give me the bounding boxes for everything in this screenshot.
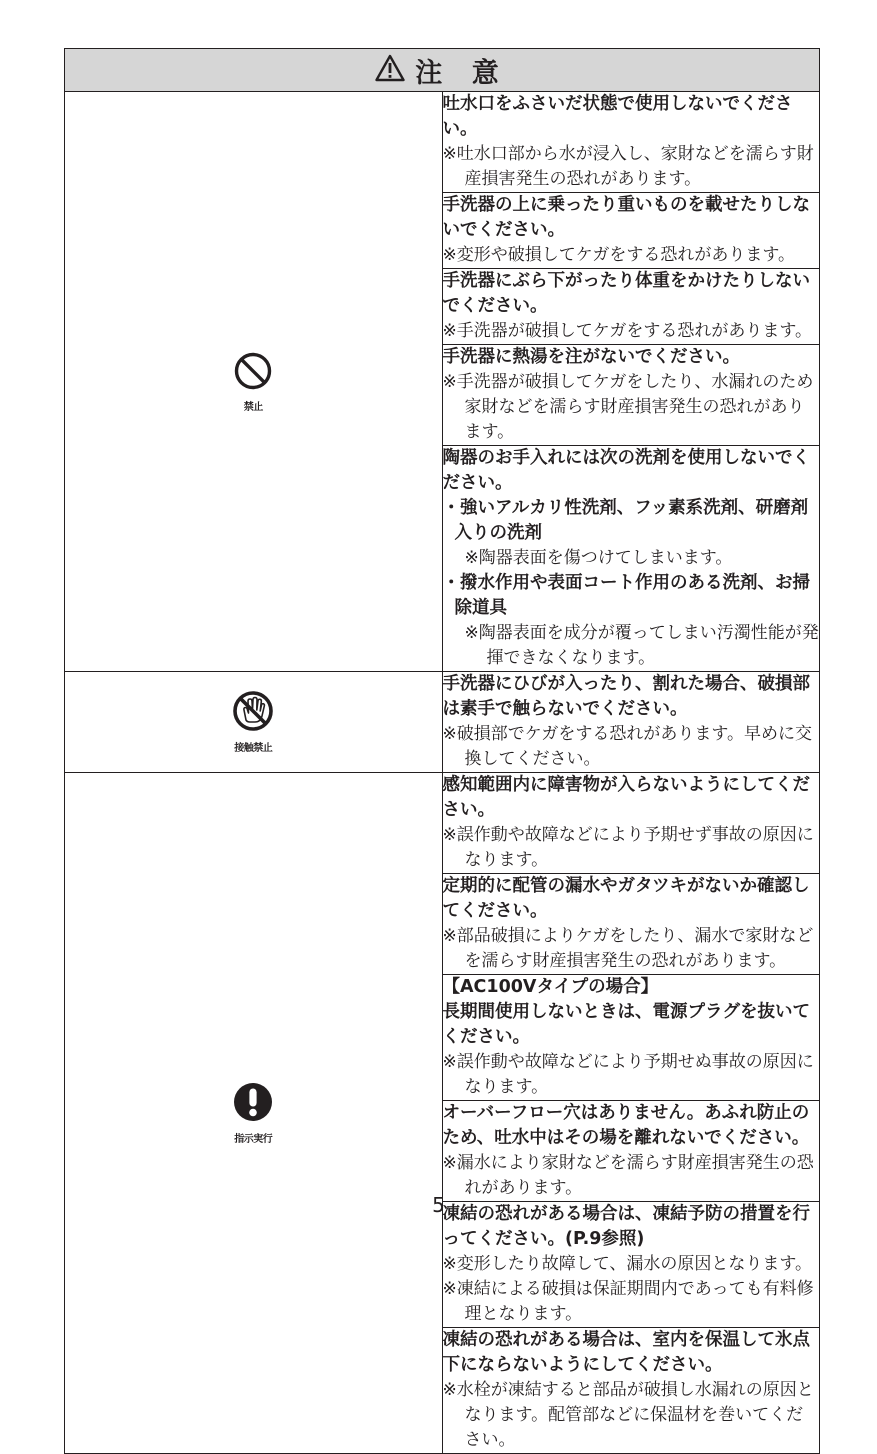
symbol-cell xyxy=(65,92,443,672)
caution-item xyxy=(442,92,820,193)
explanation-note: ※凍結による破損は保証期間内であっても有料修理となります。 xyxy=(442,1279,814,1324)
symbol-cell xyxy=(65,672,443,773)
caution-item xyxy=(442,1101,820,1202)
instruction-text: 手洗器の上に乗ったり重いものを載せたりしないでください。 xyxy=(442,195,810,240)
prohibition-icon xyxy=(233,351,273,395)
instruction-text: 【AC100Vタイプの場合】 xyxy=(442,977,659,997)
caution-item xyxy=(442,874,820,975)
page-number: 5 xyxy=(432,1193,445,1217)
symbol-label: 指示実行 xyxy=(234,1134,273,1145)
caution-row xyxy=(65,92,820,193)
instruction-text: 陶器のお手入れには次の洗剤を使用しないでください。 xyxy=(442,448,810,493)
caution-item xyxy=(442,773,820,874)
caution-item xyxy=(442,672,820,773)
explanation-note: ※手洗器が破損してケガをする恐れがあります。 xyxy=(442,321,813,341)
bullet-note: ※陶器表面を成分が覆ってしまい汚濁性能が発揮できなくなります。 xyxy=(464,623,819,668)
explanation-note: ※誤作動や故障などにより予期せず事故の原因になります。 xyxy=(442,825,814,870)
caution-body xyxy=(65,92,820,1454)
explanation-note: ※変形や破損してケガをする恐れがあります。 xyxy=(442,245,796,265)
caution-item xyxy=(442,1202,820,1328)
caution-table xyxy=(64,48,820,1454)
explanation-note: ※部品破損によりケガをしたり、漏水で家財などを濡らす財産損害発生の恐れがあります。 xyxy=(442,926,814,971)
symbol-label: 接触禁止 xyxy=(234,743,273,754)
caution-item xyxy=(442,446,820,672)
warning-triangle-icon xyxy=(375,54,405,86)
explanation-note: ※手洗器が破損してケガをしたり、水漏れのため家財などを濡らす財産損害発生の恐れがあります。 xyxy=(442,372,814,442)
instruction-text: 凍結の恐れがある場合は、凍結予防の措置を行ってください。(P.9参照) xyxy=(442,1204,810,1249)
explanation-note: ※吐水口部から水が浸入し、家財などを濡らす財産損害発生の恐れがあります。 xyxy=(442,144,814,189)
caution-header xyxy=(65,49,820,92)
no-touch-icon xyxy=(232,690,274,736)
explanation-note: ※水栓が凍結すると部品が破損し水漏れの原因となります。配管部などに保温材を巻いてください。 xyxy=(442,1380,814,1450)
caution-item xyxy=(442,345,820,446)
instruction-text: 吐水口をふさいだ状態で使用しないでください。 xyxy=(442,94,793,139)
instruction-text: 手洗器にひびが入ったり、割れた場合、破損部は素手で触らないでください。 xyxy=(442,674,810,719)
instruction-text: 手洗器に熱湯を注がないでください。 xyxy=(442,347,740,367)
instruction-text: 手洗器にぶら下がったり体重をかけたりしないでください。 xyxy=(442,271,810,316)
instruction-text: 凍結の恐れがある場合は、室内を保温して氷点下にならないようにしてください。 xyxy=(442,1330,810,1375)
explanation-note: ※誤作動や故障などにより予期せぬ事故の原因になります。 xyxy=(442,1052,814,1097)
caution-item xyxy=(442,1328,820,1454)
explanation-note: ※変形したり故障して、漏水の原因となります。 xyxy=(442,1254,813,1274)
symbol-label: 禁止 xyxy=(243,401,263,413)
instruction-text: 定期的に配管の漏水やガタツキがないか確認してください。 xyxy=(442,876,810,921)
caution-title: 注 意 xyxy=(415,57,509,89)
instruction-text: 感知範囲内に障害物が入らないようにしてください。 xyxy=(442,775,810,820)
caution-row xyxy=(65,672,820,773)
caution-item xyxy=(442,269,820,345)
caution-item xyxy=(442,193,820,269)
caution-item xyxy=(442,975,820,1101)
bullet-note: ※陶器表面を傷つけてしまいます。 xyxy=(464,548,733,568)
explanation-note: ※漏水により家財などを濡らす財産損害発生の恐れがあります。 xyxy=(442,1153,814,1198)
instruction-text: 長期間使用しないときは、電源プラグを抜いてください。 xyxy=(442,1002,810,1047)
explanation-note: ※破損部でケガをする恐れがあります。早めに交換してください。 xyxy=(442,724,813,769)
instruction-text: オーバーフロー穴はありません。あふれ防止のため、吐水中はその場を離れないでください。 xyxy=(442,1103,810,1148)
symbol-cell xyxy=(65,773,443,1454)
bullet-item: ・強いアルカリ性洗剤、フッ素系洗剤、研磨剤入りの洗剤 xyxy=(442,498,809,543)
bullet-item: ・撥水作用や表面コート作用のある洗剤、お掃除道具 xyxy=(442,573,810,618)
mandatory-action-icon xyxy=(232,1081,274,1127)
caution-row xyxy=(65,773,820,874)
